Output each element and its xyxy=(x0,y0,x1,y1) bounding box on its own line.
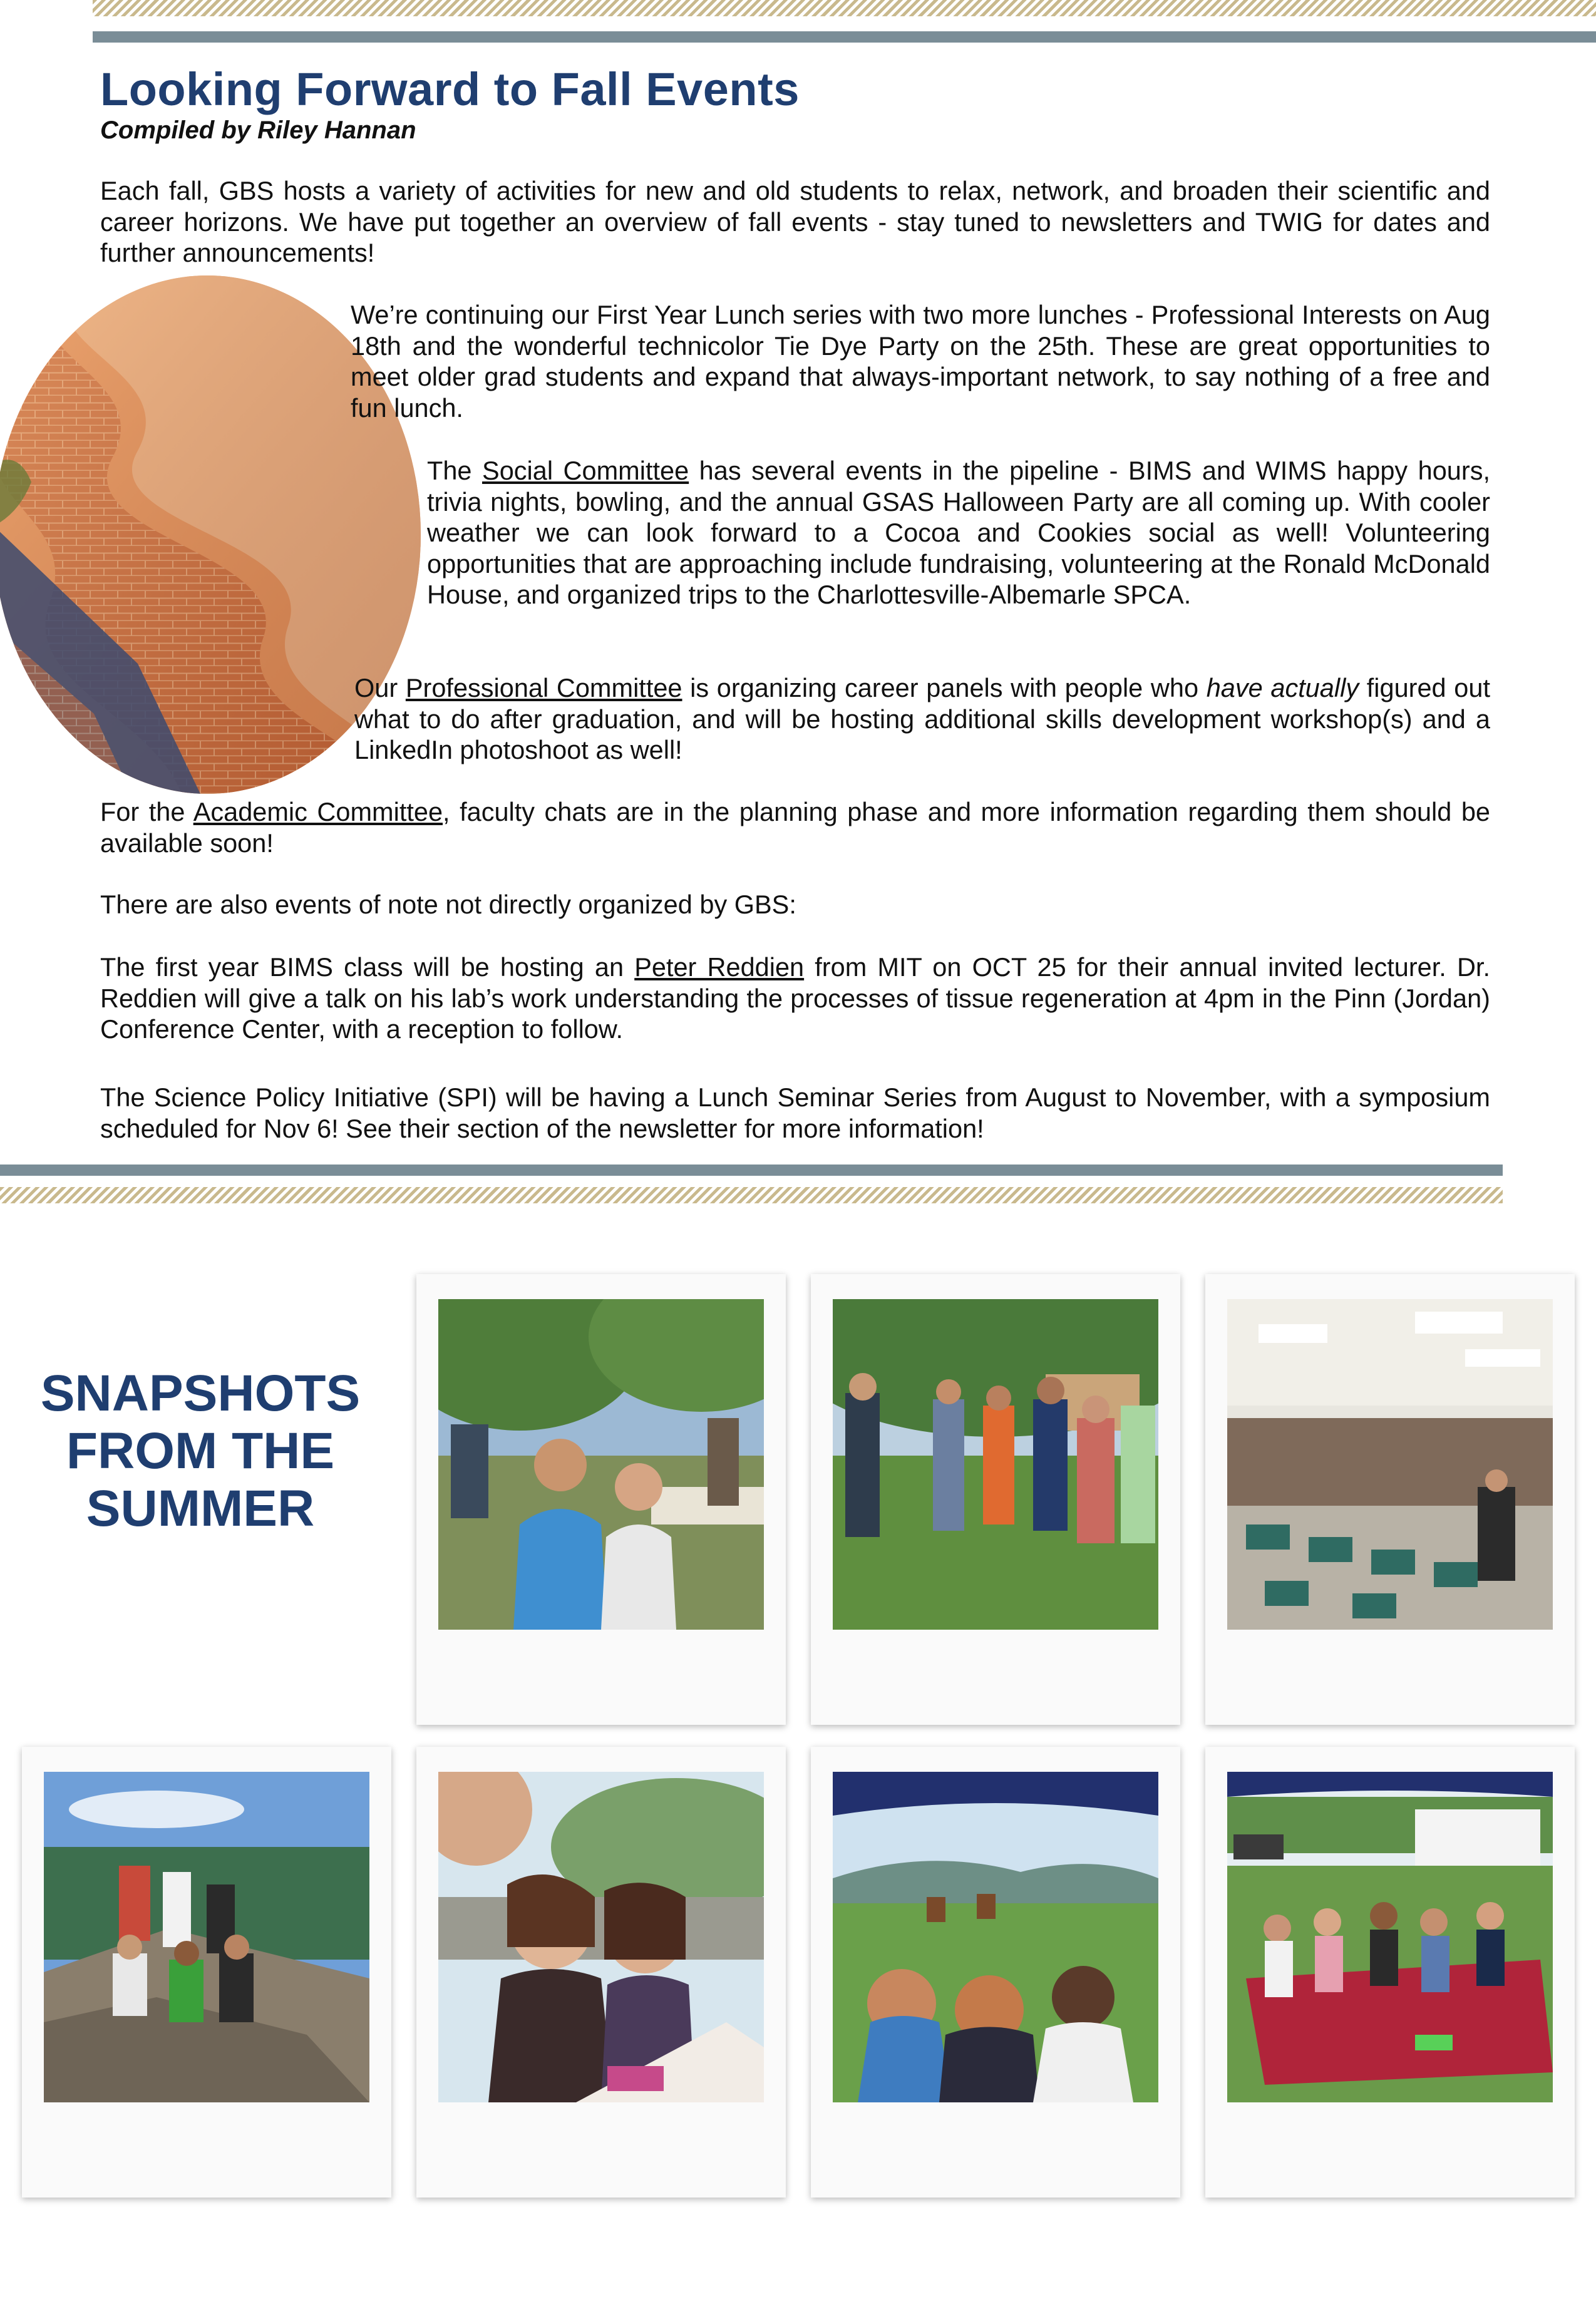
polaroid-frame xyxy=(416,1274,786,1725)
snapshots-heading-line-2: FROM THE xyxy=(66,1422,335,1479)
paragraph-bims-prefix: The first year BIMS class will be hosting an xyxy=(100,952,635,982)
paragraph-other-events-intro: There are also events of note not directly organized by GBS: xyxy=(100,890,796,919)
paragraph-spi-seminar: The Science Policy Initiative (SPI) will be having a Lunch Seminar Series from August to November, with a symposium scheduled for Nov 6! See their section of the newsletter for more information! xyxy=(100,1082,1490,1143)
polaroid-frame xyxy=(1205,1747,1575,2198)
paragraph-professional-mid: is organizing career panels with people who xyxy=(682,673,1207,702)
top-grey-rule xyxy=(93,31,1596,43)
paragraph-social-committee xyxy=(427,455,1490,610)
paragraph-intro: Each fall, GBS hosts a variety of activities for new and old students to relax, network, and broaden their scientific and career horizons. We have put together an overview of fall events - stay tuned to newsletters and TWIG for dates and further announcements! xyxy=(100,176,1490,267)
bottom-grey-rule xyxy=(0,1165,1503,1176)
polaroid-frame xyxy=(1205,1274,1575,1725)
polaroid-frame xyxy=(416,1747,786,2198)
paragraph-academic-committee xyxy=(100,796,1490,858)
paragraph-academic-body: , faculty chats are in the planning phase and more information regarding them should be available soon! xyxy=(100,797,1490,858)
snapshots-heading-line-3: SUMMER xyxy=(86,1480,315,1537)
classroom-group-photo xyxy=(1227,1299,1553,1630)
peter-reddien-link[interactable]: Peter Reddien xyxy=(634,952,805,982)
friends-selfie-photo xyxy=(438,1772,764,2102)
paragraph-professional-committee xyxy=(354,672,1490,766)
article-byline: Compiled by Riley Hannan xyxy=(100,116,416,144)
polaroid-frame xyxy=(811,1747,1180,2198)
snapshots-heading xyxy=(25,1365,376,1538)
social-committee-link[interactable]: Social Committee xyxy=(482,456,689,485)
paragraph-bims-lecture xyxy=(100,952,1490,1045)
paragraph-professional-prefix: Our xyxy=(354,673,406,702)
paragraph-academic-prefix: For the xyxy=(100,797,193,826)
mountain-overlook-photo xyxy=(44,1772,369,2102)
polo-match-photo xyxy=(833,1772,1158,2102)
paragraph-social-body: has several events in the pipeline - BIMS and WIMS happy hours, trivia nights, bowling, and the annual GSAS Halloween Party are all coming up. With cooler weather we can look forward to a Cocoa and Cookies social as well! Volunteering opportunities that are approaching include fundraising, volunteering at the Ronald McDonald House, and organized trips to the Charlottesville-Albemarle SPCA. xyxy=(427,456,1490,609)
professional-committee-link[interactable]: Professional Committee xyxy=(405,673,682,702)
paragraph-first-year-lunch: We’re continuing our First Year Lunch series with two more lunches - Professional Interests on Aug 18th and the wonderful technicolor Tie Dye Party on the 25th. These are great opportunities to meet older grad students and expand that always-important network, to say nothing of a free and fun lunch. xyxy=(351,300,1490,423)
polaroid-frame xyxy=(22,1747,391,2198)
article-title: Looking Forward to Fall Events xyxy=(100,63,800,115)
picnic-blanket-photo xyxy=(1227,1772,1553,2102)
polaroid-frame xyxy=(811,1274,1180,1725)
top-stripe-band xyxy=(93,0,1596,16)
lawn-gathering-photo xyxy=(833,1299,1158,1630)
paragraph-social-prefix: The xyxy=(427,456,483,485)
picnic-selfie-photo xyxy=(438,1299,764,1630)
paragraph-bims-body: from MIT on OCT 25 for their annual invited lecturer. Dr. Reddien will give a talk on his lab’s work understanding the processes of tissue regeneration at 4pm in the Pinn (Jordan) Conference Center, with a reception to follow. xyxy=(100,952,1490,1044)
paragraph-professional-emphasis: have actually xyxy=(1206,673,1359,702)
academic-committee-link[interactable]: Academic Committee xyxy=(193,797,443,826)
snapshots-heading-line-1: SNAPSHOTS xyxy=(40,1365,361,1422)
bottom-stripe-band xyxy=(0,1187,1503,1203)
paragraph-professional-body: figured out what to do after graduation, and will be hosting additional skills development workshop(s) and a LinkedIn photoshoot as well! xyxy=(354,673,1490,764)
